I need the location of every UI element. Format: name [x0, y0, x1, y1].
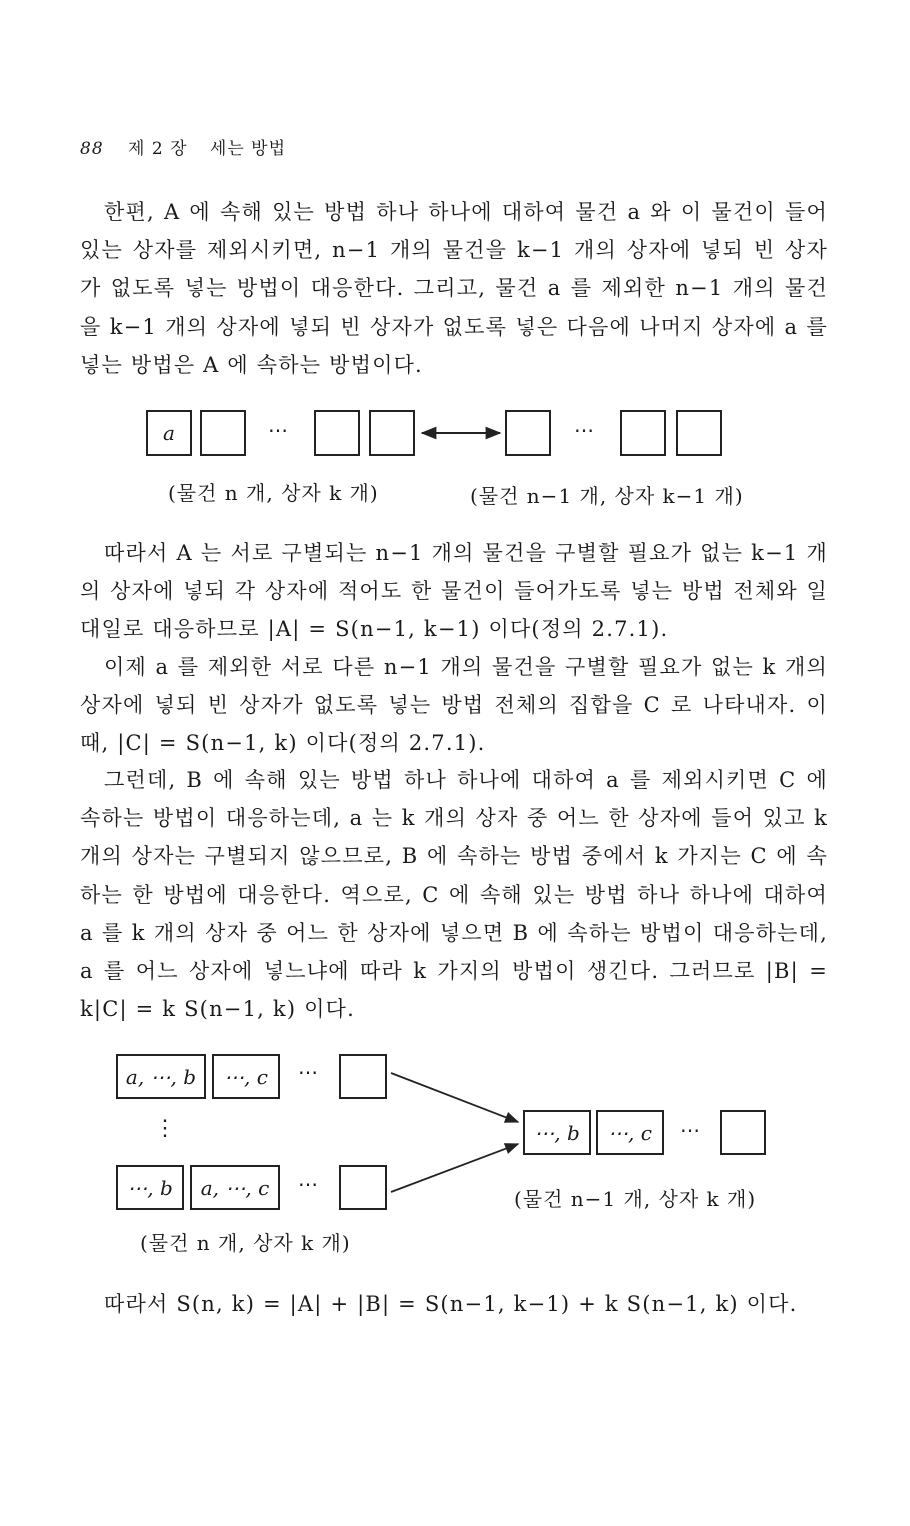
caption-right: (물건 n−1 개, 상자 k−1 개) — [470, 484, 744, 508]
chapter-number: 제 2 장 — [128, 139, 188, 159]
box-right-2: ⋯, c — [596, 1110, 664, 1155]
caption-left: (물건 n 개, 상자 k 개) — [140, 1231, 351, 1255]
paragraph-1: 한편, A 에 속해 있는 방법 하나 하나에 대하여 물건 a 와 이 물건이 들어 있는 상자를 제외시키면, n−1 개의 물건을 k−1 개의 상자에 넣되 빈 상자가 없도록 넣는 방법이 대응한다. 그리고, 물건 a 를 제외한 n−1 개의 물건을 k−1 개의 상자에 넣되 빈 상자가 없도록 넣은 다음에 나머지 상자에 a 를 넣는 방법은 A 에 속하는 방법이다. — [80, 200, 828, 377]
box-with-a: a — [146, 410, 192, 456]
paragraph-3: 이제 a 를 제외한 서로 다른 n−1 개의 물건을 구별할 필요가 없는 k 개의 상자에 넣되 빈 상자가 없도록 넣는 방법 전체의 집합을 C 로 나타내자. 이 때, |C| = S(n−1, k) 이다(정의 2.7.1). — [80, 655, 828, 756]
box-row2-1: ⋯, b — [116, 1165, 184, 1210]
paragraph-5: 따라서 S(n, k) = |A| + |B| = S(n−1, k−1) + k S(n−1, k) 이다. — [104, 1292, 798, 1316]
caption-right: (물건 n−1 개, 상자 k 개) — [514, 1187, 757, 1211]
chapter-title: 세는 방법 — [209, 139, 287, 159]
ellipsis: ⋯ — [298, 1060, 319, 1084]
arrow-bottom — [391, 1144, 518, 1192]
arrow-top — [391, 1073, 518, 1122]
ellipsis: ⋯ — [268, 418, 289, 442]
vertical-ellipsis: ⋮ — [154, 1116, 177, 1141]
ellipsis: ⋯ — [574, 418, 595, 442]
box-row1-1: a, ⋯, b — [116, 1054, 206, 1099]
caption-left: (물건 n 개, 상자 k 개) — [168, 481, 379, 505]
paragraph-4: 그런데, B 에 속해 있는 방법 하나 하나에 대하여 a 를 제외시키면 C 에 속하는 방법이 대응하는데, a 는 k 개의 상자 중 어느 한 상자에 들어 있고 k 개의 상자는 구별되지 않으므로, B 에 속하는 방법 중에서 k 가지는 C 에 속하는 한 방법에 대응한다. 역으로, C 에 속해 있는 방법 하나 하나에 대하여 a 를 k 개의 상자 중 어느 한 상자에 넣으면 B 에 속하는 방법이 대응하는데, a 를 어느 상자에 넣느냐에 따라 k 가지의 방법이 생긴다. 그러므로 |B| = k|C| = k S(n−1, k) 이다. — [80, 768, 828, 1022]
page-number: 88 — [80, 139, 104, 159]
ellipsis: ⋯ — [680, 1118, 701, 1142]
box-right-1: ⋯, b — [523, 1110, 591, 1155]
paragraph-2: 따라서 A 는 서로 구별되는 n−1 개의 물건을 구별할 필요가 없는 k−1 개의 상자에 넣되 각 상자에 적어도 한 물건이 들어가도록 넣는 방법 전체와 일대일로 대응하므로 |A| = S(n−1, k−1) 이다(정의 2.7.1). — [80, 541, 828, 642]
box-row1-2: ⋯, c — [212, 1054, 280, 1099]
box-row2-2: a, ⋯, c — [190, 1165, 280, 1210]
ellipsis: ⋯ — [298, 1172, 319, 1196]
